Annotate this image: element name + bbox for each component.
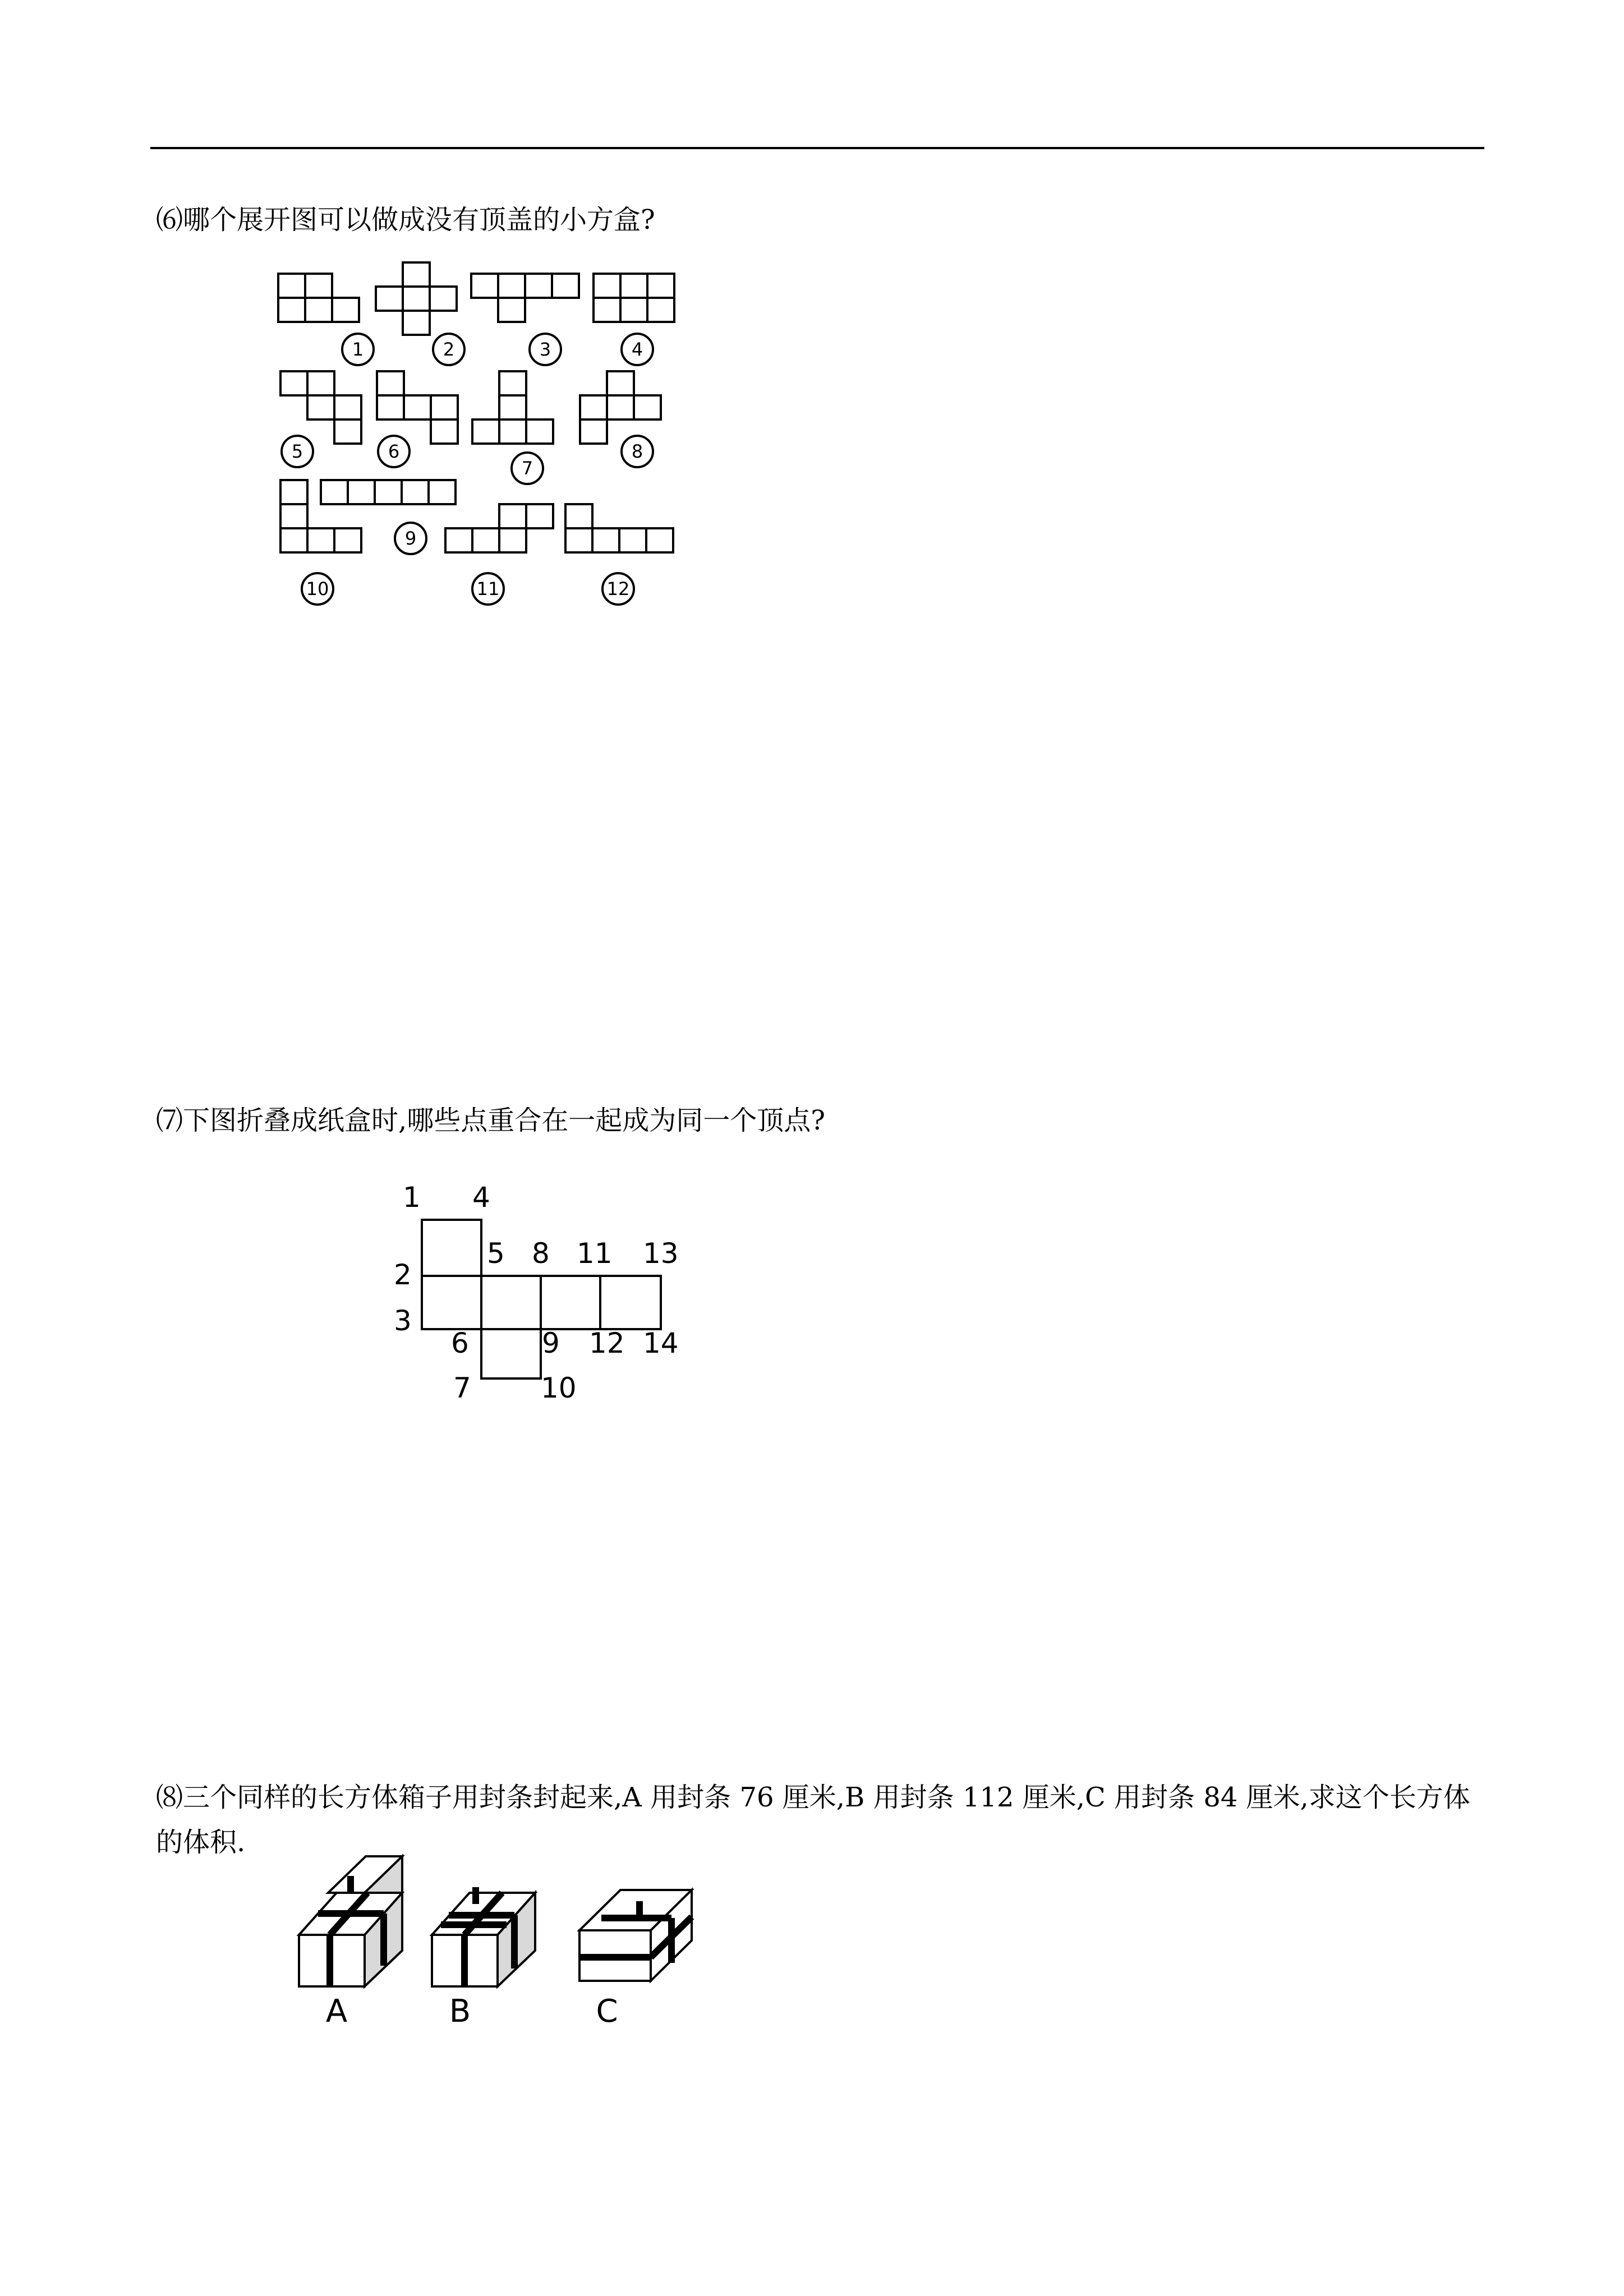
svg-text:3: 3 xyxy=(539,339,551,360)
svg-text:5: 5 xyxy=(291,441,303,462)
vertex-11: 11 xyxy=(577,1237,613,1270)
net-11 xyxy=(445,504,553,552)
net-label-7 xyxy=(512,453,543,484)
question-7-text: ⑺下图折叠成纸盒时,哪些点重合在一起成为同一个顶点? xyxy=(156,1105,825,1136)
vertex-7: 7 xyxy=(453,1372,471,1404)
net-label-3 xyxy=(530,334,561,365)
box-label-c: C xyxy=(596,1993,618,2030)
net-12 xyxy=(565,504,673,552)
vertex-1: 1 xyxy=(403,1181,421,1214)
vertex-8: 8 xyxy=(532,1237,550,1270)
box-labels xyxy=(326,1993,618,2030)
vertex-2: 2 xyxy=(394,1258,412,1291)
net-face-3 xyxy=(541,1276,600,1329)
net-3 xyxy=(471,274,579,322)
svg-text:9: 9 xyxy=(404,528,417,549)
net-9 xyxy=(321,480,456,504)
net-face-2 xyxy=(481,1276,541,1329)
svg-text:11: 11 xyxy=(476,578,500,600)
net-label-10 xyxy=(302,573,333,605)
net-label-4 xyxy=(622,334,653,365)
nets-figure xyxy=(278,262,674,552)
vertex-12: 12 xyxy=(589,1327,625,1359)
net-label-9 xyxy=(395,523,426,554)
svg-text:12: 12 xyxy=(606,578,630,600)
box-b xyxy=(432,1887,535,1986)
net-label-1 xyxy=(342,334,374,365)
box-c xyxy=(579,1890,692,1981)
vertex-9: 9 xyxy=(542,1327,560,1359)
svg-text:10: 10 xyxy=(306,578,329,600)
box-label-a: A xyxy=(325,1993,348,2030)
vertex-13: 13 xyxy=(643,1237,679,1270)
question-8-text: ⑻三个同样的长方体箱子用封条封起来,A 用封条 76 厘米,B 用封条 112 厘米,C 用封条 84 厘米,求这个长方体的体积. xyxy=(156,1782,1470,1858)
net-label-12 xyxy=(602,573,634,605)
net-face-top xyxy=(422,1220,481,1276)
box-label-b: B xyxy=(449,1993,471,2030)
vertex-3: 3 xyxy=(394,1304,412,1337)
net-1 xyxy=(278,274,359,322)
vertex-5: 5 xyxy=(487,1237,505,1270)
vertex-labels xyxy=(394,1181,679,1404)
vertex-14: 14 xyxy=(643,1327,679,1359)
svg-text:2: 2 xyxy=(443,339,455,360)
net-face-bottom xyxy=(481,1329,541,1378)
net-labels xyxy=(282,334,653,605)
net-label-8 xyxy=(622,436,653,467)
net-4 xyxy=(594,274,674,322)
net-face-1 xyxy=(422,1276,481,1329)
net-5 xyxy=(280,371,361,444)
net-2 xyxy=(376,262,457,335)
net-label-2 xyxy=(433,334,464,365)
net-7 xyxy=(472,371,553,444)
vertex-6: 6 xyxy=(451,1327,469,1359)
question-6-text: ⑹哪个展开图可以做成没有顶盖的小方盒? xyxy=(156,204,655,236)
svg-text:6: 6 xyxy=(388,441,400,462)
svg-text:1: 1 xyxy=(352,339,364,360)
net-8 xyxy=(580,371,661,444)
vertex-4: 4 xyxy=(472,1181,490,1214)
net-label-6 xyxy=(378,436,410,467)
svg-text:4: 4 xyxy=(631,339,643,360)
svg-text:7: 7 xyxy=(521,458,533,479)
net-label-5 xyxy=(282,436,313,467)
net-6 xyxy=(377,371,458,444)
net-face-4 xyxy=(600,1276,661,1329)
svg-text:8: 8 xyxy=(631,441,643,462)
vertex-10: 10 xyxy=(541,1372,577,1404)
net-label-11 xyxy=(472,573,504,605)
box-a xyxy=(299,1856,402,1986)
